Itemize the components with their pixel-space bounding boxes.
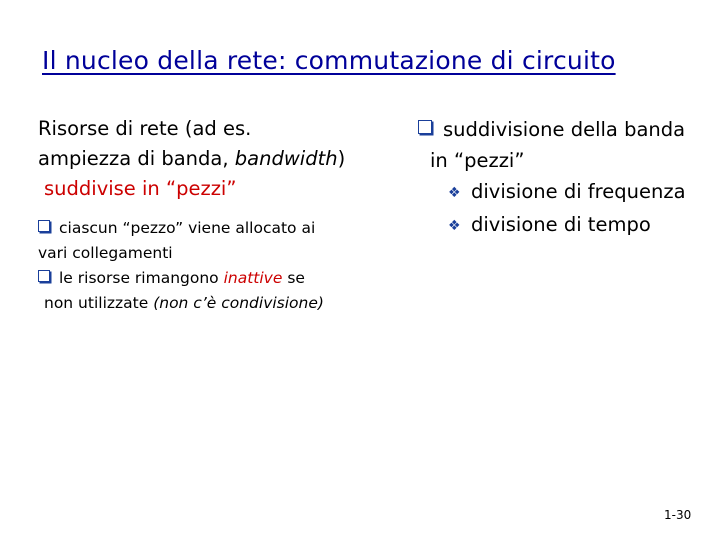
right-sub-bullet-1 [418, 176, 686, 209]
slide-title: Il nucleo della rete: commutazione di circuito [42, 46, 616, 75]
right-bullet-1-continuation: in “pezzi” [430, 149, 525, 172]
right-sub-bullet-2-text: divisione di tempo [471, 213, 651, 236]
right-bullet-1 [418, 114, 686, 145]
left-bullet-list [38, 216, 324, 316]
left-bullet-2-part-c: se [282, 269, 305, 287]
left-bullet-2 [38, 266, 324, 291]
intro-line-2-part-c: ) [337, 147, 346, 170]
left-bullet-1-text: ciascun “pezzo” viene allocato ai [59, 219, 316, 237]
intro-line-2-bandwidth: bandwidth [234, 147, 338, 170]
left-bullet-1 [38, 216, 324, 241]
square-bullet-icon [38, 220, 50, 232]
left-bullet-2-line2-b: (non c’è condivisione) [153, 294, 324, 312]
left-bullet-2-continuation [38, 291, 324, 316]
right-sub-bullet-2 [418, 209, 686, 242]
right-bullet-1-text: suddivisione della banda [443, 118, 686, 141]
intro-line-3: suddivise in “pezzi” [44, 177, 237, 200]
diamond-bullet-icon: ❖ [448, 185, 461, 201]
page-number: 1-30 [664, 508, 692, 522]
square-bullet-icon [38, 270, 50, 282]
intro-line-2 [38, 144, 345, 174]
left-intro-text [38, 114, 345, 204]
right-bullet-list [418, 114, 686, 242]
left-bullet-1-continuation: vari collegamenti [38, 244, 173, 262]
left-bullet-2-part-a: le risorse rimangono [59, 269, 224, 287]
left-bullet-2-line2-a: non utilizzate [44, 294, 154, 312]
square-bullet-icon [418, 120, 432, 134]
intro-line-1: Risorse di rete (ad es. [38, 117, 252, 140]
intro-line-2-part-a: ampiezza di banda, [38, 147, 235, 170]
right-sub-bullet-1-text: divisione di frequenza [471, 180, 686, 203]
left-bullet-2-inattive: inattive [223, 269, 283, 287]
diamond-bullet-icon: ❖ [448, 218, 461, 234]
